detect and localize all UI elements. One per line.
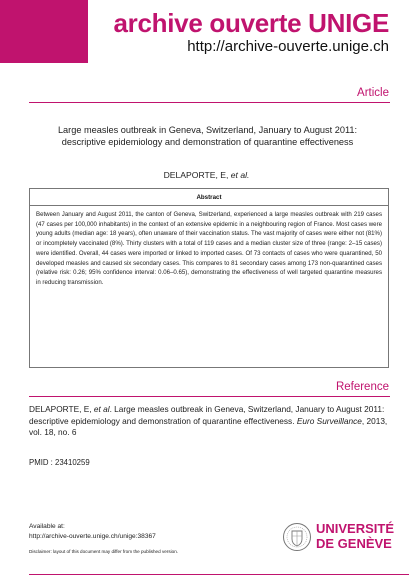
- reference-authors: DELAPORTE, E,: [29, 404, 92, 414]
- reference-details: , 2013, vol. 18, no. 6: [29, 415, 388, 438]
- available-url[interactable]: http://archive-ouverte.unige.ch/unige:38367: [29, 533, 156, 540]
- reference-journal: Euro Surveillance: [296, 415, 362, 426]
- pmid: PMID : 23410259: [29, 458, 90, 467]
- site-url[interactable]: http://archive-ouverte.unige.ch: [187, 38, 389, 55]
- article-title: Large measles outbreak in Geneva, Switzerland, January to August 2011: descriptive epidemiology and demonstration of quarantine effectiveness: [57, 125, 358, 147]
- reference-citation: [29, 404, 390, 439]
- footer-divider: [29, 574, 409, 575]
- authors-names: DELAPORTE, E,: [163, 170, 229, 180]
- university-name-line2: DE GENÈVE: [316, 536, 392, 551]
- site-title: archive ouverte UNIGE: [113, 8, 389, 38]
- reference-section-label: Reference: [335, 381, 389, 393]
- header: [0, 0, 413, 63]
- reference-body: . Large measles outbreak in Geneva, Switzerland, January to August 2011: descriptive epidemiology and demonstration of quarantine effectiveness.: [29, 404, 385, 426]
- article-divider: [29, 102, 390, 103]
- article-authors: [0, 170, 413, 180]
- abstract-divider: [30, 205, 388, 206]
- university-name-line1: UNIVERSITÉ: [316, 521, 395, 536]
- disclaimer: Disclaimer: layout of this document may differ from the published version.: [29, 549, 179, 554]
- availability: [29, 522, 156, 542]
- brand-color-block: [0, 0, 88, 63]
- authors-etal: et al.: [230, 170, 250, 180]
- abstract-text: Between January and August 2011, the canton of Geneva, Switzerland, experienced a large measles outbreak with 219 cases (47 cases per 100,000 inhabitants) in the context of an extensive epidemic in a neighbouring region of France. Most cases were young adults (median age: 18 years), often unaware of their vaccination status. The vast majority of cases were either not (81%) or incompletely vaccinated (8%). Thirty clusters with a total of 119 cases and a median cluster size of three (range: 2–15 cases) were identified. Overall, 44 cases were imported or linked to imported cases. Of 73 contacts of cases who were quarantined, 50 developed measles and caused six secondary cases. This compares to 81 secondary cases among 173 non-quarantined cases (relative risk: 0.26; 95% confidence interval: 0.06–0.65), demonstrating the effectiveness of well targeted quarantine measures in reducing transmission.: [36, 211, 382, 286]
- reference-etal: et al: [93, 404, 110, 414]
- university-logo: [282, 518, 402, 564]
- abstract-heading: Abstract: [196, 194, 222, 201]
- university-name: [316, 521, 394, 551]
- reference-divider: [29, 396, 390, 397]
- article-section-label: Article: [357, 87, 389, 99]
- available-label: Available at:: [29, 523, 65, 530]
- abstract-box: [29, 188, 389, 368]
- university-seal-icon: [282, 522, 312, 552]
